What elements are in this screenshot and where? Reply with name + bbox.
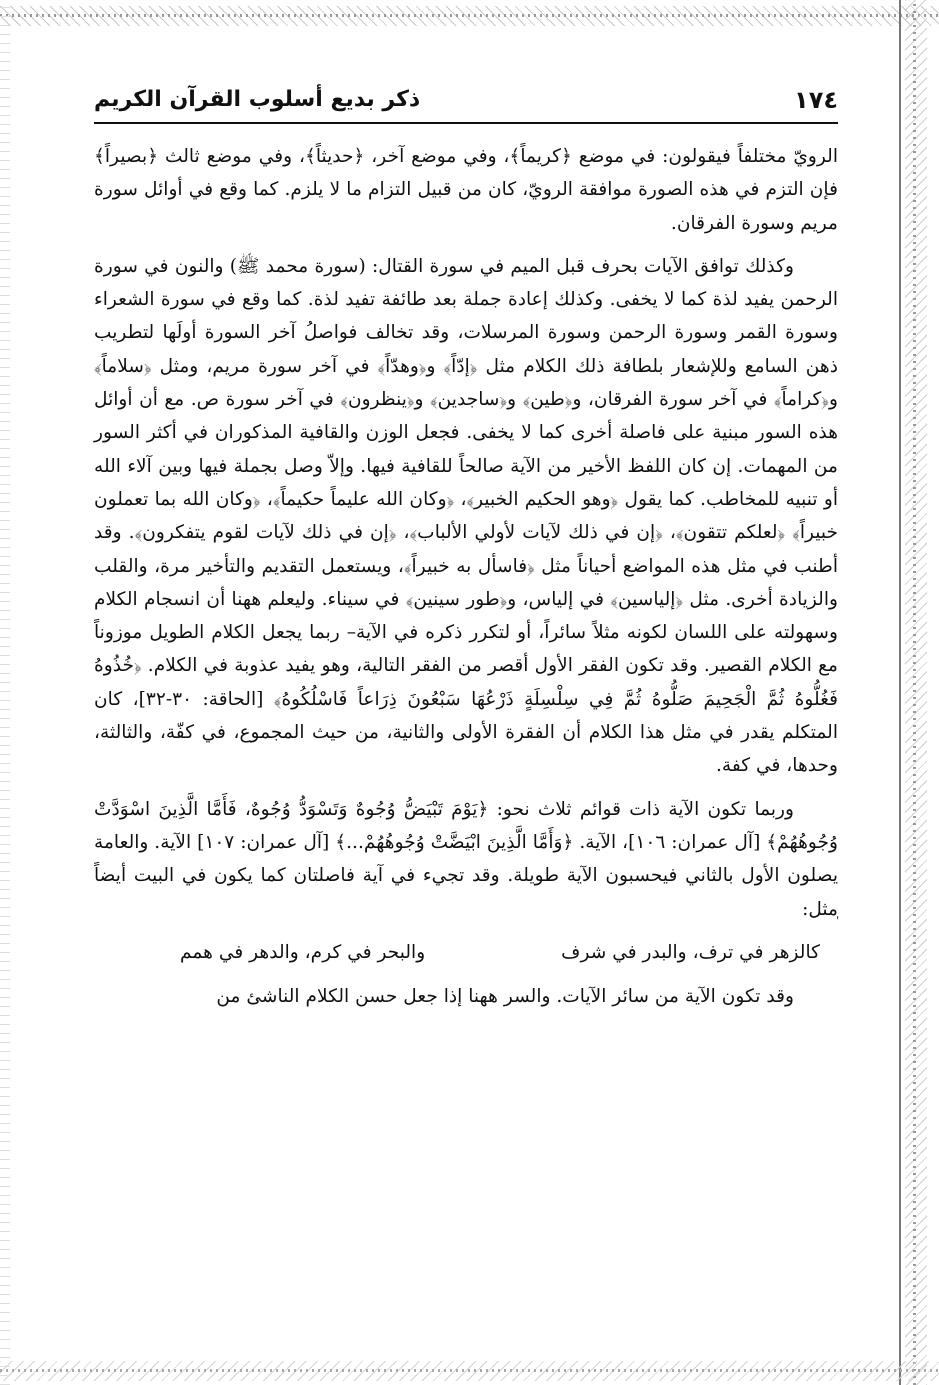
- ornamental-border-top: [0, 0, 939, 34]
- page-number: ١٧٤: [794, 86, 838, 114]
- verse-second-hemistich: والبحر في كرم، والدهر في همم: [180, 941, 426, 963]
- page-header: [94, 62, 838, 124]
- poetry-verse: [180, 936, 820, 970]
- paragraph-fawasil: وكذلك توافق الآيات بحرف قبل الميم في سورة القتال: (سورة محمد ﷺ) والنون في سورة الرحمن يفيد لذة كما لا يخفى. وكذلك إعادة جملة بعد طائفة تفيد لذة. كما وقع في سورة الشعراء وسورة القمر وسورة الرحمن وسورة المرسلات، وقد تخالف فواصلُ آخر السورة أولَها لتطريب ذهن السامع وللإشعار بلطافة ذلك الكلام مثل ﴿إدّاً﴾ و﴿وهدّاً﴾ في آخر سورة مريم، ومثل ﴿سلاماً﴾ و﴿كراماً﴾ في آخر سورة الفرقان، و﴿طين﴾ و﴿ساجدين﴾ و﴿ينظرون﴾ في آخر سورة ص. مع أن أوائل هذه السور مبنية على فاصلة أخرى كما لا يخفى. فجعل الوزن والقافية المذكوران في أكثر السور من المهمات. إن كان اللفظ الأخير من الآية صالحاً للقافية فيها. وإلاّ وصل بجملة فيها وبين آلاء الله أو تنبيه للمخاطب. كما يقول ﴿وهو الحكيم الخبير﴾، ﴿وكان الله عليماً حكيماً﴾، ﴿وكان الله بما تعملون خبيراً﴾ ﴿لعلكم تتقون﴾، ﴿إن في ذلك لآيات لأولي الألباب﴾، ﴿إن في ذلك لآيات لقوم يتفكرون﴾. وقد أطنب في مثل هذه المواضع أحياناً مثل ﴿فاسأل به خبيراً﴾، ويستعمل التقديم والتأخير مرة، والقلب والزيادة أخرى. مثل ﴿إلياسين﴾ في إلياس، و﴿طور سينين﴾ في سيناء. وليعلم ههنا أن انسجام الكلام وسهولته على اللسان لكونه مثلاً سائراً، أو لتكرر ذكره في الآية– ربما يجعل الكلام الطويل موزوناً مع الكلام القصير. وقد تكون الفقر الأول أقصر من الفقر التالية، وهو يفيد عذوبة في الكلام. ﴿خُذُوهُ فَغُلُّوهُ ثُمَّ الْجَحِيمَ صَلُّوهُ ثُمَّ فِي سِلْسِلَةٍ ذَرْعُهَا سَبْعُونَ ذِرَاعاً فَاسْلُكُوهُ﴾ [الحاقة: ٣٠-٣٢]، كان المتكلم يقدر في مثل هذا الكلام أن الفقرة الأولى والثانية، من حيث المجموع، في كفّة، والثالثة، وحدها، في كفة.: [94, 255, 839, 777]
- ornamental-border-right: [899, 0, 939, 1385]
- ornamental-border-bottom: [0, 1357, 939, 1385]
- margin-mark: ': [836, 914, 840, 928]
- page-body: [94, 140, 838, 1013]
- border-left-dots: [0, 0, 10, 1385]
- paragraph-three-parts: وربما تكون الآية ذات قوائم ثلاث نحو: ﴿يَوْمَ تَبْيَضُّ وُجُوهٌ وَتَسْوَدُّ وُجُوهٌ، فَأَمَّا الَّذِينَ اسْوَدَّتْ وُجُوهُهُمْ﴾ [آل عمران: ١٠٦]، الآية. ﴿وَأَمَّا الَّذِينَ ابْيَضَّتْ وُجُوهُهُمْ...﴾ [آل عمران: ١٠٧] الآية. والعامة يصلون الأول بالثاني فيحسبون الآية طويلة. وقد تجيء في آية فاصلتان كما يكون في البيت أيضاً مثل:: [94, 798, 838, 920]
- paragraph-rawi: الرويّ مختلفاً فيقولون: في موضع ﴿كريماً﴾، وفي موضع آخر، ﴿حديثاً﴾، وفي موضع ثالث ﴿بصيراً﴾ فإن التزم في هذه الصورة موافقة الرويّ، كان من قبيل التزام ما لا يلزم. كما وقع في أوائل سورة مريم وسورة الفرقان.: [94, 146, 838, 234]
- running-title: ذكر بديع أسلوب القرآن الكريم: [94, 87, 421, 112]
- verse-first-hemistich: كالزهر في ترف، والبدر في شرف: [561, 941, 820, 963]
- closing-line: وقد تكون الآية من سائر الآيات. والسر ههنا إذا جعل حسن الكلام الناشئ من: [216, 985, 794, 1007]
- book-page: [94, 62, 838, 1013]
